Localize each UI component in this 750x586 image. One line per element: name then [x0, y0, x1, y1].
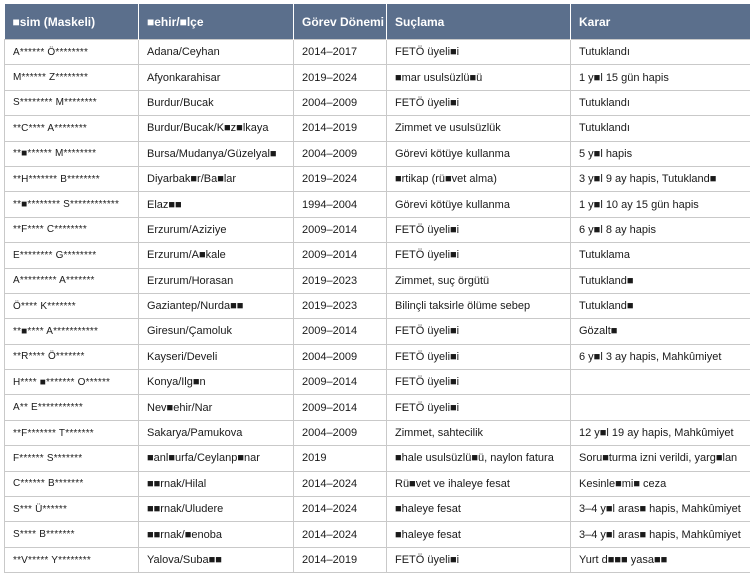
cell-term: 1994–2004: [294, 192, 387, 217]
table-row: [5, 497, 750, 522]
cell-term: 2009–2014: [294, 370, 387, 395]
cell-term: 2009–2014: [294, 395, 387, 420]
cell-verdict: Tutukland■: [571, 268, 750, 293]
cell-city-district: Diyarbak■r/Ba■lar: [139, 166, 294, 191]
cell-term: 2014–2017: [294, 40, 387, 65]
cell-city-district: Erzurum/A■kale: [139, 243, 294, 268]
cell-charge: FETÖ üyeli■i: [387, 40, 571, 65]
cell-charge: ■rtikap (rü■vet alma): [387, 166, 571, 191]
cell-name: S**** B*******: [5, 522, 139, 547]
cell-name: **F**** C********: [5, 217, 139, 242]
cell-charge: Rü■vet ve ihaleye fesat: [387, 471, 571, 496]
cell-charge: FETÖ üyeli■i: [387, 243, 571, 268]
cell-verdict: Soru■turma izni verildi, yarg■lan: [571, 446, 750, 471]
cell-name: **■**** A***********: [5, 319, 139, 344]
cell-verdict: 3–4 y■l aras■ hapis, Mahkûmiyet: [571, 497, 750, 522]
table-row: [5, 141, 750, 166]
table-row: [5, 420, 750, 445]
cell-verdict: Yurt d■■■ yasa■■: [571, 547, 750, 572]
cell-verdict: 6 y■l 3 ay hapis, Mahkûmiyet: [571, 344, 750, 369]
cell-charge: FETÖ üyeli■i: [387, 395, 571, 420]
table-header: [5, 4, 750, 40]
header-term: Görev Dönemi: [294, 4, 387, 40]
table-row: [5, 40, 750, 65]
cell-name: A********* A*******: [5, 268, 139, 293]
cell-term: 2009–2014: [294, 319, 387, 344]
cell-city-district: Elaz■■: [139, 192, 294, 217]
table-row: [5, 293, 750, 318]
cell-city-district: Burdur/Bucak: [139, 90, 294, 115]
cell-city-district: Erzurum/Horasan: [139, 268, 294, 293]
cell-charge: FETÖ üyeli■i: [387, 319, 571, 344]
cell-term: 2004–2009: [294, 90, 387, 115]
cell-city-district: Burdur/Bucak/K■z■lkaya: [139, 116, 294, 141]
table-row: [5, 268, 750, 293]
table-row: [5, 344, 750, 369]
cell-city-district: ■■rnak/■enoba: [139, 522, 294, 547]
header-city-district: ■ehir/■lçe: [139, 4, 294, 40]
table-row: [5, 192, 750, 217]
cell-term: 2009–2014: [294, 217, 387, 242]
cell-charge: ■haleye fesat: [387, 497, 571, 522]
cell-charge: Bilinçli taksirle ölüme sebep: [387, 293, 571, 318]
cell-city-district: Nev■ehir/Nar: [139, 395, 294, 420]
cell-name: H**** ■******* O******: [5, 370, 139, 395]
table-row: [5, 319, 750, 344]
table-body: [5, 40, 750, 573]
table-row: [5, 522, 750, 547]
cell-term: 2019–2024: [294, 166, 387, 191]
cell-charge: FETÖ üyeli■i: [387, 370, 571, 395]
cell-charge: FETÖ üyeli■i: [387, 344, 571, 369]
table-row: [5, 90, 750, 115]
cell-verdict: Tutuklandı: [571, 90, 750, 115]
cell-name: E******** G********: [5, 243, 139, 268]
cell-name: **F******* T*******: [5, 420, 139, 445]
cell-name: **■****** M********: [5, 141, 139, 166]
table-row: [5, 547, 750, 572]
cell-charge: ■mar usulsüzlü■ü: [387, 65, 571, 90]
cell-term: 2004–2009: [294, 344, 387, 369]
cell-city-district: Bursa/Mudanya/Güzelyal■: [139, 141, 294, 166]
header-row: [5, 4, 750, 40]
header-verdict: Karar: [571, 4, 750, 40]
cell-term: 2004–2009: [294, 420, 387, 445]
table-row: [5, 116, 750, 141]
cell-charge: FETÖ üyeli■i: [387, 547, 571, 572]
cell-term: 2019–2023: [294, 293, 387, 318]
cell-term: 2004–2009: [294, 141, 387, 166]
cell-name: A****** Ö********: [5, 40, 139, 65]
cell-city-district: Giresun/Çamoluk: [139, 319, 294, 344]
table-row: [5, 471, 750, 496]
header-charge: Suçlama: [387, 4, 571, 40]
cell-charge: Görevi kötüye kullanma: [387, 141, 571, 166]
cell-name: A** E***********: [5, 395, 139, 420]
table-row: [5, 370, 750, 395]
cell-name: **V***** Y********: [5, 547, 139, 572]
cell-name: M****** Z********: [5, 65, 139, 90]
cell-charge: FETÖ üyeli■i: [387, 217, 571, 242]
table-row: [5, 446, 750, 471]
cell-city-district: ■■rnak/Uludere: [139, 497, 294, 522]
header-name: ■sim (Maskeli): [5, 4, 139, 40]
cell-term: 2014–2019: [294, 547, 387, 572]
data-table: [4, 4, 750, 573]
cell-name: S*** Ü******: [5, 497, 139, 522]
cell-city-district: Kayseri/Develi: [139, 344, 294, 369]
cell-verdict: Tutuklandı: [571, 116, 750, 141]
cell-charge: ■hale usulsüzlü■ü, naylon fatura: [387, 446, 571, 471]
cell-city-district: Konya/Ilg■n: [139, 370, 294, 395]
cell-city-district: Adana/Ceyhan: [139, 40, 294, 65]
cell-name: **C**** A********: [5, 116, 139, 141]
cell-charge: Zimmet ve usulsüzlük: [387, 116, 571, 141]
table-row: [5, 166, 750, 191]
cell-term: 2009–2014: [294, 243, 387, 268]
cell-name: **R**** Ö*******: [5, 344, 139, 369]
cell-name: S******** M********: [5, 90, 139, 115]
cell-verdict: [571, 370, 750, 395]
cell-charge: Görevi kötüye kullanma: [387, 192, 571, 217]
table-row: [5, 217, 750, 242]
cell-name: **H******* B********: [5, 166, 139, 191]
cell-city-district: Sakarya/Pamukova: [139, 420, 294, 445]
cell-verdict: Tutuklama: [571, 243, 750, 268]
cell-city-district: Afyonkarahisar: [139, 65, 294, 90]
table-row: [5, 395, 750, 420]
cell-verdict: 5 y■l hapis: [571, 141, 750, 166]
cell-term: 2019–2023: [294, 268, 387, 293]
cell-verdict: 3–4 y■l aras■ hapis, Mahkûmiyet: [571, 522, 750, 547]
cell-term: 2014–2019: [294, 116, 387, 141]
table-row: [5, 65, 750, 90]
cell-name: F****** S*******: [5, 446, 139, 471]
cell-verdict: Gözalt■: [571, 319, 750, 344]
cell-name: C****** B*******: [5, 471, 139, 496]
cell-name: Ö**** K*******: [5, 293, 139, 318]
cell-city-district: Gaziantep/Nurda■■: [139, 293, 294, 318]
cell-verdict: 6 y■l 8 ay hapis: [571, 217, 750, 242]
cell-verdict: 1 y■l 15 gün hapis: [571, 65, 750, 90]
cell-verdict: 3 y■l 9 ay hapis, Tutukland■: [571, 166, 750, 191]
table-row: [5, 243, 750, 268]
cell-city-district: Yalova/Suba■■: [139, 547, 294, 572]
cell-verdict: Tutuklandı: [571, 40, 750, 65]
cell-term: 2014–2024: [294, 471, 387, 496]
cell-term: 2019–2024: [294, 65, 387, 90]
cell-verdict: 12 y■l 19 ay hapis, Mahkûmiyet: [571, 420, 750, 445]
cell-city-district: ■■rnak/Hilal: [139, 471, 294, 496]
cell-term: 2019: [294, 446, 387, 471]
cell-term: 2014–2024: [294, 522, 387, 547]
cell-charge: Zimmet, sahtecilik: [387, 420, 571, 445]
cell-city-district: Erzurum/Aziziye: [139, 217, 294, 242]
cell-verdict: 1 y■l 10 ay 15 gün hapis: [571, 192, 750, 217]
cell-verdict: Kesinle■mi■ ceza: [571, 471, 750, 496]
cell-charge: FETÖ üyeli■i: [387, 90, 571, 115]
cell-charge: Zimmet, suç örgütü: [387, 268, 571, 293]
cell-verdict: Tutukland■: [571, 293, 750, 318]
cell-charge: ■haleye fesat: [387, 522, 571, 547]
cell-name: **■******** S************: [5, 192, 139, 217]
cell-city-district: ■anl■urfa/Ceylanp■nar: [139, 446, 294, 471]
cell-term: 2014–2024: [294, 497, 387, 522]
cell-verdict: [571, 395, 750, 420]
